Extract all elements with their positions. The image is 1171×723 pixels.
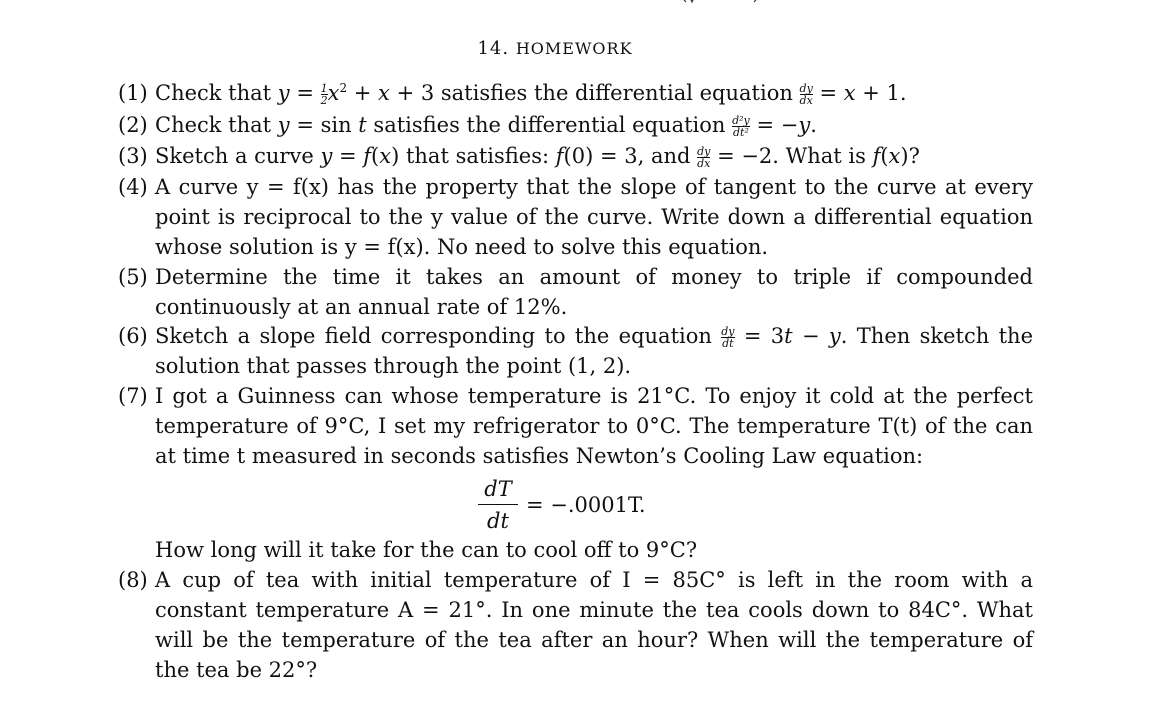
problem-2: (2) Check that y = sin t satisfies the differential equation $\frac{\text{d²y}}{\text{dt²}}$ = −y. [118,113,817,139]
page-top-fragment [676,0,766,4]
problem-1: (1) Check that y = $\frac{1}{2}$ $x^2 + x + 3$ satisfies the differential equation $\frac{dy}{dx}$ = x + 1. [118,81,907,107]
section-heading: 14. HOMEWORK [477,38,633,59]
problem-8: (8) A cup of tea with initial temperature of I = 85C° is left in the room with a constant temperature A = 21°. In one minute the tea cools down to 84C°. What will be the temperature of the tea after an hour? When will the temperature of the tea be 22°? [118,568,1033,682]
cooling-law-equation: dT dt = −.0001T. [478,474,678,538]
problem-6: (6) Sketch a slope field corresponding to the equation $\frac{dy}{dt}$ = 3t − y. Then sketch the solution that passes through the point (1, 2). [118,324,1033,378]
problem-4: (4) A curve y = f(x) has the property that the slope of tangent to the curve at every point is reciprocal to the y value of the curve. Write down a differential equation whose solution is y = f(x). No need to solve this equation. [118,175,1033,259]
problem-5: (5) Determine the time it takes an amount of money to triple if compounded continuously at an annual rate of 12%. [118,265,1033,319]
problem-7-question: How long will it take for the can to cool off to 9°C? [155,538,698,562]
problem-7: (7) I got a Guinness can whose temperature is 21°C. To enjoy it cold at the perfect temperature of 9°C, I set my refrigerator to 0°C. The temperature T(t) of the can at time t measured in seconds satisfies Newton’s Cooling Law equation: [118,384,1033,468]
problem-3: (3) Sketch a curve y = f(x) that satisfies: f(0) = 3, and $\frac{dy}{dx}$ = −2. What is f(x)? [118,144,920,170]
